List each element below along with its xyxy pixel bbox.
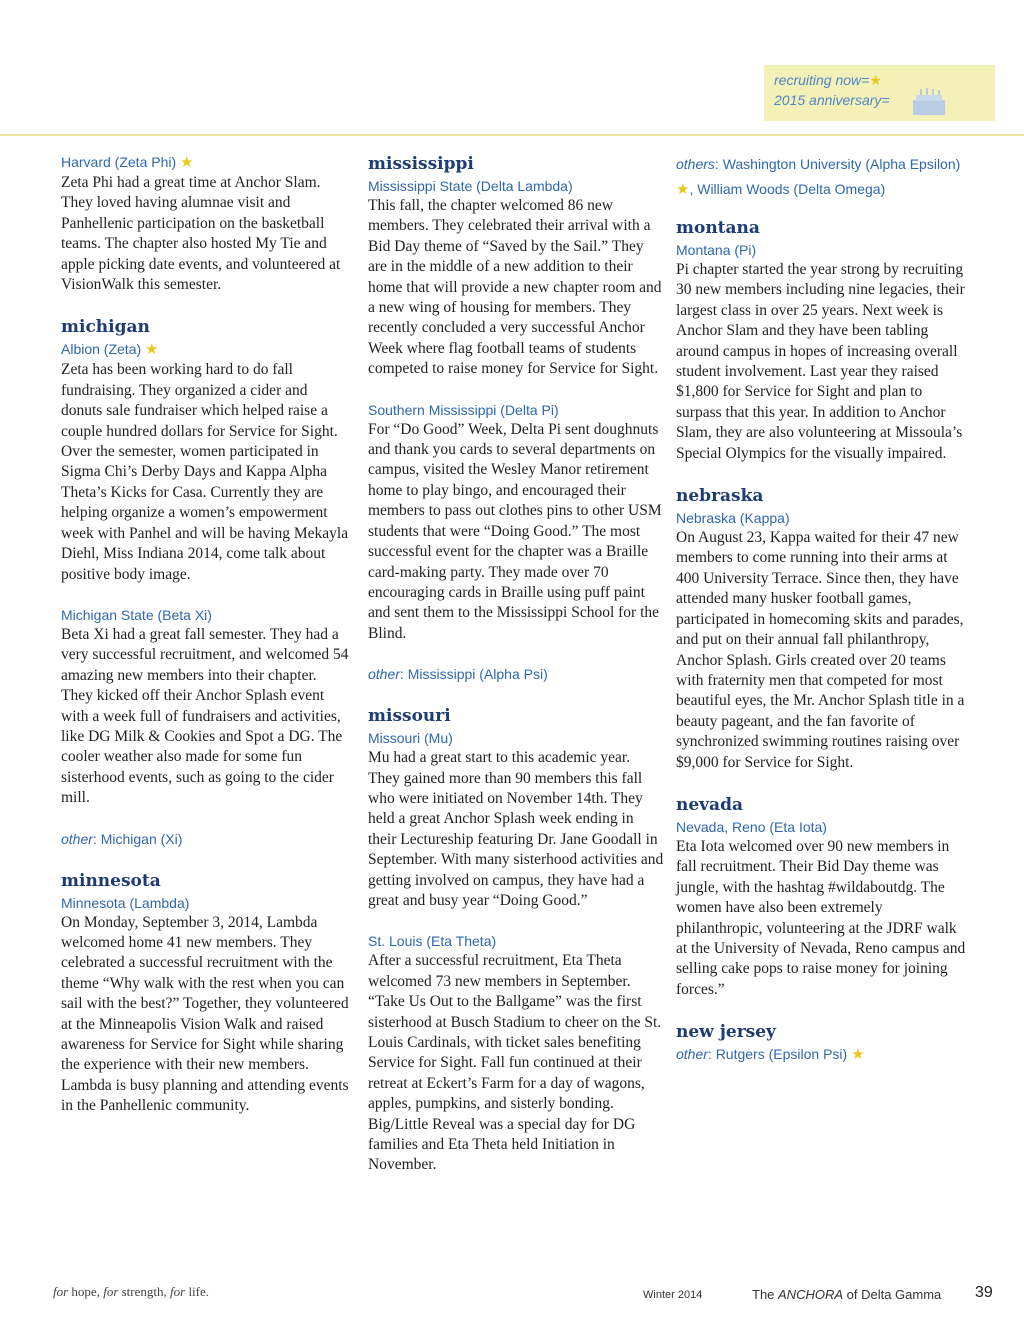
state-heading: nebraska (676, 486, 764, 507)
other-text: , William Woods (Delta Omega) (689, 181, 886, 197)
mag-pre: The (752, 1287, 779, 1302)
chapter-name: Michigan State (Beta Xi) (61, 606, 212, 623)
column-2 (368, 152, 664, 1176)
chapter-body: After a successful recruitment, Eta Theta welcomed 73 new members in September. “Take Us Out to the Ballgame” was the first sisterhood at Busch Stadium to cheer on the St. Louis Cardinals, with ticket sales benefiting Service for Sight. Fall fun continued at their retreat at Eckert’s Farm for a day of wagons, apples, pumpkins, and sisterly bonding. Big/Little Reveal was a special day for DG families and Eta Theta held Initiation in November. (368, 952, 662, 1174)
motto-for: for (170, 1284, 186, 1299)
state-heading: michigan (61, 317, 150, 338)
chapter-name-text: Albion (Zeta) (61, 341, 142, 358)
chapter-name-text: Harvard (Zeta Phi) (61, 154, 177, 170)
footer-season: Winter 2014 (643, 1289, 703, 1301)
legend-anniversary (774, 90, 995, 110)
other-label: others (676, 156, 715, 172)
chapter-body: Beta Xi had a great fall semester. They had a very successful recruitment, and welcomed 54 amazing new members into their chapter. They kicked off their Anchor Splash event with a week full of fundraisers and activities, like DG Milk & Cookies and Spot a DG. The cooler weather also made for some fun sisterhood events, such as going to the cider mill. (61, 625, 349, 807)
legend-recruiting (774, 70, 995, 90)
state-heading: minnesota (61, 870, 161, 891)
chapter-name: Mississippi State (Delta Lambda) (368, 178, 573, 194)
motto-hope: hope, (68, 1284, 104, 1299)
chapter-name: Nevada, Reno (Eta Iota) (676, 818, 827, 835)
motto-for: for (103, 1284, 119, 1299)
column-3 (676, 152, 968, 1065)
other-label: other (676, 1046, 708, 1063)
state-heading: montana (676, 218, 760, 238)
chapter-name: Nebraska (Kappa) (676, 510, 790, 527)
mag-post: of Delta Gamma (843, 1287, 942, 1302)
chapter-name: Southern Mississippi (Delta Pi) (368, 401, 559, 418)
other-chapters (676, 152, 968, 202)
star-icon: ★ (676, 181, 690, 198)
chapter-name: St. Louis (Eta Theta) (368, 933, 497, 950)
chapter-body: Eta Iota welcomed over 90 new members in fall recruitment. Their Bid Day theme was jungle, with the hashtag #wildaboutdg. The women have also been extremely philanthropic, volunteering at the JDRF walk at the University of Nevada, Reno campus and selling cake pops to raise money for joining forces.” (676, 837, 966, 998)
state-heading: mississippi (368, 154, 474, 174)
legend-anniversary-label: 2015 anniversary= (774, 92, 890, 108)
other-chapters (368, 664, 664, 684)
state-heading: nevada (676, 794, 743, 815)
other-text: : Washington University (Alpha Epsilon) (714, 156, 961, 172)
footer-motto (53, 1284, 209, 1300)
chapter-name (61, 152, 351, 173)
other-label: other (61, 830, 93, 847)
star-icon: ★ (869, 72, 882, 88)
chapter-body: For “Do Good” Week, Delta Pi sent doughnuts and thank you cards to several departments on campus, visited the Wesley Manor retirement home to play bingo, and encouraged their members to pass out clothes pins to other USM students that were “Doing Good.” The most successful event for the chapter was a Braille card-making party. They made over 70 encouraging cards in Braille using puff paint and sent them to the Mississippi School for the Blind. (368, 420, 662, 642)
other-chapters (61, 829, 351, 849)
chapter-body: Zeta has been working hard to do fall fundraising. They organized a cider and donuts sale fundraiser which helped raise a couple hundred dollars for Service for Sight. Over the semester, women participated in Sigma Chi’s Derby Days and Kappa Alpha Theta’s Kicks for Casa. Currently they are helping organize a women’s empowerment week with Panhel and will be having Mekayla Diehl, Miss Indiana 2014, come talk about positive body image. (61, 361, 349, 583)
star-icon: ★ (851, 1046, 865, 1064)
chapter-name: Minnesota (Lambda) (61, 894, 190, 911)
motto-for: for (53, 1284, 69, 1299)
other-text: : Mississippi (Alpha Psi) (399, 666, 548, 683)
chapter-body: Mu had a great start to this academic year. They gained more than 90 members this fall who were initiated on November 14th. They held a great Anchor Splash week ending in their Lectureship featuring Dr. Jane Goodall in September. With many sisterhood activities and getting involved on campus, they have had a great and busy year “Doing Good.” (368, 749, 664, 909)
motto-strength: strength, (118, 1284, 171, 1299)
state-heading: missouri (368, 706, 451, 727)
other-text: : Michigan (Xi) (92, 830, 183, 847)
motto-life: life. (185, 1284, 210, 1299)
header-rule (0, 134, 1024, 136)
state-heading: new jersey (676, 1022, 776, 1043)
column-1 (61, 152, 351, 1117)
other-text: : Rutgers (Epsilon Psi) (707, 1046, 848, 1063)
star-icon: ★ (145, 341, 159, 359)
legend-box (764, 65, 995, 121)
cake-icon (911, 86, 947, 116)
chapter-body: On August 23, Kappa waited for their 47 new members to come running into their arms at 400 University Terrace. Since then, they have attended many husker football games, participated in homecoming skits and parades, and put on their annual fall philanthropy, Anchor Splash. Girls created over 20 teams with fraternity men that competed for most beautiful eyes, the Mr. Anchor Splash title in a beauty pageant, and the fan favorite of synchronized swimming routines raising over $9,000 for Service for Sight. (676, 529, 965, 771)
chapter-body: Zeta Phi had a great time at Anchor Slam. They loved having alumnae visit and Panhellenic participation on the basketball teams. The chapter also hosted My Tie and apple picking date events, and volunteered at VisionWalk this semester. (61, 174, 341, 294)
chapter-name: Montana (Pi) (676, 242, 757, 258)
other-label: other (368, 666, 400, 683)
page-number: 39 (975, 1284, 993, 1301)
star-icon: ★ (180, 154, 194, 171)
footer-magazine (752, 1287, 941, 1302)
chapter-body: This fall, the chapter welcomed 86 new members. They celebrated their arrival with a Bid Day theme of “Saved by the Sail.” They are in the middle of a new addition to their home that will provide a new chapter room and a new wing of housing for members. They recently concluded a very successful Anchor Week where flag football teams of students competed to raise money for Service for Sight. (368, 197, 662, 378)
chapter-name: Missouri (Mu) (368, 730, 453, 747)
chapter-body: On Monday, September 3, 2014, Lambda welcomed home 41 new members. They celebrated a successful recruitment with the theme “Why walk with the rest when you can sail with the best?” Together, they volunteered at the Minneapolis Vision Walk and raised awareness for Service for Sight while sharing the experience with their new members. Lambda is busy planning and attending events in the Panhellenic community. (61, 913, 349, 1115)
chapter-name (61, 339, 351, 360)
other-chapters (676, 1044, 968, 1065)
mag-title: ANCHORA (778, 1287, 844, 1302)
chapter-body: Pi chapter started the year strong by recruiting 30 new members including nine legacies, their largest class in over 25 years. Next week is Anchor Slam and they have been tabling around campus in hopes of increasing overall student involvement. Last year they raised $1,800 for Service for Sight and plan to surpass that this year. In addition to Anchor Slam, they are also volunteering at Missoula’s Special Olympics for the visually impaired. (676, 261, 965, 462)
legend-recruiting-label: recruiting now= (774, 72, 870, 88)
